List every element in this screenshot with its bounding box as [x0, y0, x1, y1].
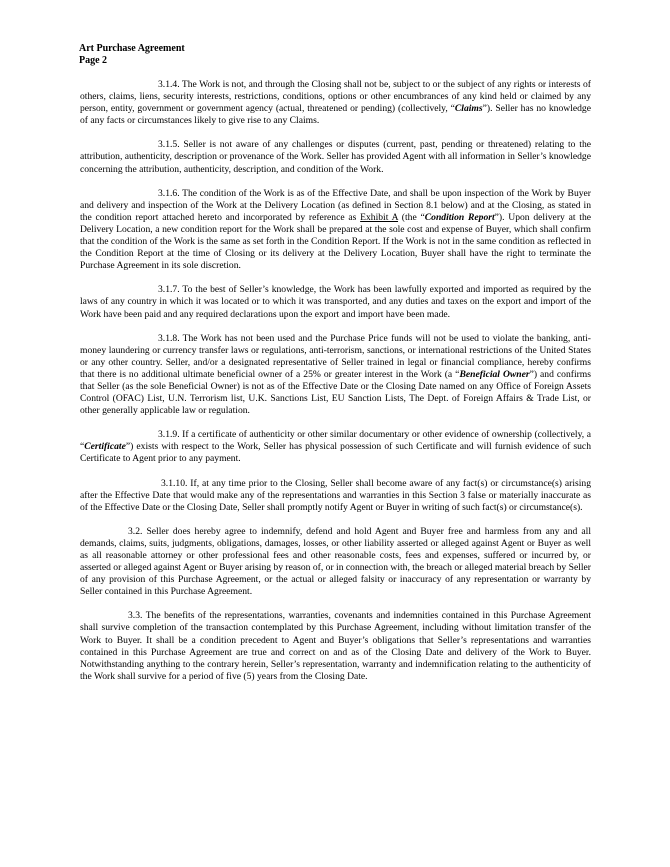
section-3-1-6: 3.1.6. The condition of the Work is as of the Effective Date, and shall be upon inspection of the Work by Buyer and delivery and inspection of the Work at the Delivery Location (as defined in Section 8.1 below) and at the Closing, as stated in the condition report attached hereto and incorporated by reference as Exhibit A (the “Condition Report”). Upon delivery at the Delivery Location, a new condition report for the Work shall be prepared at the sole cost and expense of Buyer, which shall confirm that the condition of the Work is the same as set forth in the Condition Report. If the Work is not in the same condition as reflected in the Condition Report at the time of Closing or its delivery at the Delivery Location, Buyer shall have the right to terminate the Purchase Agreement in its sole discretion.	[80, 187, 592, 272]
section-3-1-5: 3.1.5. Seller is not aware of any challenges or disputes (current, past, pending or threatened) relating to the attribution, authenticity, description or provenance of the Work. Seller has provided Agent with all information in Seller’s knowledge concerning the attribution, authenticity, description, and condition of the Work.	[80, 139, 591, 175]
defined-term-claims: Claims	[454, 103, 483, 115]
defined-term-certificate: Certificate	[84, 441, 126, 453]
document-title: Art Purchase Agreement	[79, 43, 185, 54]
section-3-1-10: 3.1.10. If, at any time prior to the Closing, Seller shall become aware of any fact(s) or circumstance(s) arising after the Effective Date that would make any of the representations and warranties in this Section 3 false or materially inaccurate as of the Effective Date or the Closing Date, Seller shall promptly notify Agent or Buyer in writing of such fact(s) or circumstance(s).	[80, 477, 591, 513]
section-3-1-8: 3.1.8. The Work has not been used and the Purchase Price funds will not be used to violate the banking, anti-money laundering or currency transfer laws or regulations, anti-terrorism, sanctions, or international restrictions of the United States or any other country. Seller, and/or a designated representative of Seller trained in legal or financial compliance, hereby confirms that there is no additional ultimate beneficial owner of a 25% or greater interest in the Work (a “Beneficial Owner”) and confirms that Seller (as the sole Beneficial Owner) is not as of the Effective Date or the Closing Date named on any Office of Foreign Assets Control (OFAC) List, U.N. Terrorism list, U.K. Sanctions List, EU Sanction Lists, The Dept. of Foreign Affairs & Trade List, or other generally applicable law or regulation.	[80, 332, 591, 417]
section-3-2: 3.2. Seller does hereby agree to indemnify, defend and hold Agent and Buyer free and harmless from any and all demands, claims, suits, judgments, obligations, damages, losses, or other liability asserted or alleged against Agent or Buyer as well as all reasonable attorney or other professional fees and other reasonable costs, fees and expenses, suffered or incurred by, or asserted or alleged against Agent or Buyer arising by reason of, or in connection with, the breach or alleged material breach by Seller of any provision of this Purchase Agreement, or the actual or alleged falsity or inaccuracy of any representation or warranty by Seller contained in this Purchase Agreement.	[80, 525, 591, 598]
section-3-1-4: 3.1.4. The Work is not, and through the Closing shall not be, subject to or the subject of any rights or interests of others, claims, liens, security interests, restrictions, conditions, options or other encumbrances of any kind held or claimed by any person, entity, government or government agency (actual, threatened or pending) (collectively, “Claims”). Seller has no knowledge of any facts or circumstances likely to give rise to any Claims.	[80, 79, 591, 127]
document-body	[80, 79, 591, 695]
section-3-1-9: 3.1.9. If a certificate of authenticity or other similar documentary or other evidence of ownership (collectively, a “Certificate”) exists with respect to the Work, Seller has physical possession of such Certificate and will furnish evidence of such Certificate to Agent prior to any payment.	[80, 429, 591, 465]
section-3-1-7: 3.1.7. To the best of Seller’s knowledge, the Work has been lawfully exported and imported as required by the laws of any country in which it was located or to which it was transported, and any duties and taxes on the export and import of the Work have been paid and any required declarations upon the export and import have been made.	[80, 284, 591, 320]
section-3-3: 3.3. The benefits of the representations, warranties, covenants and indemnities contained in this Purchase Agreement shall survive completion of the transaction contemplated by this Purchase Agreement, including without limitation transfer of the Work to Buyer. It shall be a condition precedent to Agent and Buyer’s obligations that Seller’s representations and warranties contained in this Purchase Agreement are true and correct on and as of the Closing Date and delivery of the Work to Buyer. Notwithstanding anything to the contrary herein, Seller’s representation, warranty and indemnification relating to the authenticity of the Work shall survive for a period of five (5) years from the Closing Date.	[80, 610, 591, 682]
defined-term-beneficial-owner: Beneficial Owner	[459, 368, 530, 380]
exhibit-a-link[interactable]: Exhibit A	[360, 211, 399, 223]
defined-term-condition-report: Condition Report	[424, 211, 495, 223]
page-header	[79, 43, 185, 67]
page-number: Page 2	[79, 55, 108, 66]
